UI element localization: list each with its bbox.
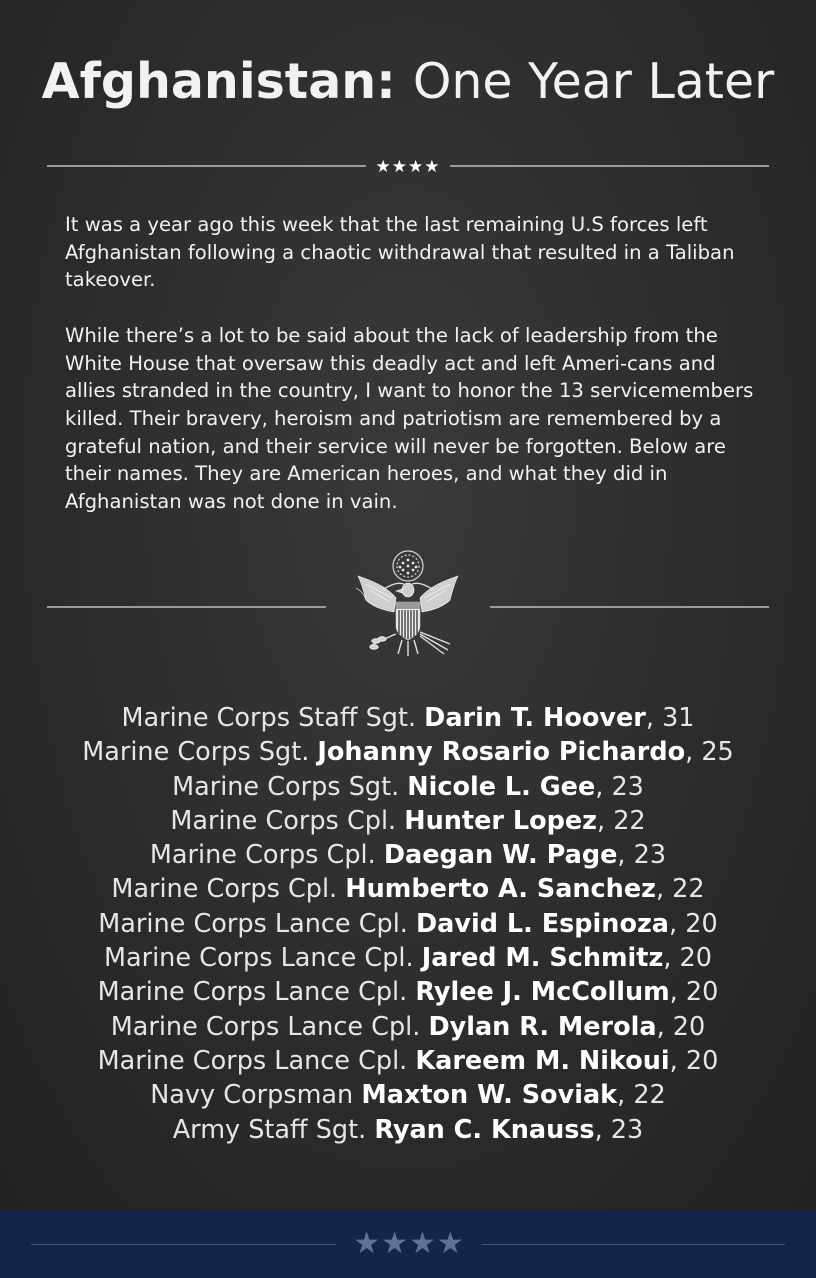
footer-stars: ★★★★ [353, 1226, 465, 1261]
servicemember-name: Ryan C. Knauss [374, 1114, 595, 1145]
servicemember-rank: Army Staff Sgt. [172, 1114, 375, 1145]
servicemember-age: , 22 [597, 805, 646, 836]
servicemember-age: , 20 [669, 1045, 719, 1076]
servicemember-row [0, 735, 816, 769]
servicemember-row [0, 1078, 816, 1112]
servicemember-rank: Navy Corpsman [150, 1080, 362, 1111]
servicemember-name: Darin T. Hoover [424, 703, 646, 733]
servicemember-name: Daegan W. Page [383, 840, 618, 871]
servicemember-name: Dylan R. Merola [428, 1011, 657, 1042]
servicemember-row [0, 907, 816, 941]
servicemember-age: , 22 [617, 1080, 666, 1111]
footer-divider-right [482, 1244, 785, 1245]
servicemember-rank: Marine Corps Sgt. [172, 771, 408, 802]
servicemember-name: Jared M. Schmitz [421, 943, 664, 974]
servicemember-age: , 23 [617, 840, 667, 871]
servicemember-age: , 20 [656, 1011, 706, 1042]
servicemember-rank: Marine Corps Cpl. [170, 805, 405, 836]
servicemember-age: , 31 [645, 703, 695, 733]
servicemember-rank: Marine Corps Lance Cpl. [97, 1045, 416, 1076]
servicemember-row [0, 1113, 816, 1147]
great-seal-eagle-icon [352, 546, 464, 660]
servicemember-name: Hunter Lopez [404, 805, 597, 836]
servicemember-age: , 25 [685, 737, 734, 768]
body-text [65, 211, 755, 543]
servicemember-rank: Marine Corps Lance Cpl. [103, 943, 422, 974]
servicemember-age: , 23 [594, 1114, 644, 1145]
servicemember-age: , 20 [669, 977, 719, 1008]
servicemember-row [0, 975, 816, 1009]
servicemember-row [0, 804, 816, 838]
servicemember-rank: Marine Corps Cpl. [111, 874, 346, 905]
servicemember-row [0, 941, 816, 975]
servicemember-age: , 20 [663, 943, 712, 974]
servicemember-age: , 22 [655, 874, 705, 905]
servicemember-name: Nicole L. Gee [407, 771, 596, 802]
servicemember-name: Kareem M. Nikoui [415, 1045, 670, 1076]
servicemember-row [0, 838, 816, 872]
page-title [0, 52, 816, 112]
servicemember-rank: Marine Corps Lance Cpl. [97, 977, 416, 1008]
seal-divider-left [47, 606, 326, 608]
servicemember-list [0, 701, 816, 1147]
servicemember-age: , 23 [595, 771, 644, 802]
servicemember-row [0, 1010, 816, 1044]
top-divider-left [47, 165, 366, 167]
seal-divider-right [490, 606, 769, 608]
servicemember-rank: Marine Corps Staff Sgt. [121, 703, 425, 733]
body-paragraph-1: It was a year ago this week that the last remaining U.S forces left Afghanistan following a chaotic withdrawal that resulted in a Taliban takeover. [65, 213, 735, 292]
servicemember-row [0, 1044, 816, 1078]
servicemember-name: Rylee J. McCollum [415, 977, 670, 1008]
servicemember-rank: Marine Corps Sgt. [82, 737, 318, 768]
top-divider-stars: ★★★★ [375, 157, 441, 177]
servicemember-name: Maxton W. Soviak [361, 1080, 618, 1111]
footer-band [0, 1210, 816, 1278]
servicemember-rank: Marine Corps Lance Cpl. [98, 908, 417, 939]
footer-divider-left [31, 1244, 336, 1245]
servicemember-name: David L. Espinoza [416, 908, 670, 939]
servicemember-name: Johanny Rosario Pichardo [317, 737, 686, 768]
servicemember-name: Humberto A. Sanchez [345, 874, 656, 905]
body-paragraph-2: While there’s a lot to be said about the lack of leadership from the White House that oversaw this deadly act and left Ameri-cans and allies stranded in the country, I want to honor the 13 servicemembers killed. Their bravery, heroism and patriotism are remembered by a grateful nation, and their service will never be forgotten. Below are their names. They are American heroes, and what they did in Afghanistan was not done in vain. [65, 323, 754, 514]
servicemember-row [0, 872, 816, 906]
servicemember-row [0, 770, 816, 804]
servicemember-row [0, 701, 816, 735]
title-bold: Afghanistan: [41, 53, 396, 110]
title-light: One Year Later [412, 53, 775, 110]
servicemember-rank: Marine Corps Lance Cpl. [110, 1011, 429, 1042]
servicemember-rank: Marine Corps Cpl. [149, 840, 384, 871]
top-divider-right [450, 165, 769, 167]
servicemember-age: , 20 [669, 908, 718, 939]
